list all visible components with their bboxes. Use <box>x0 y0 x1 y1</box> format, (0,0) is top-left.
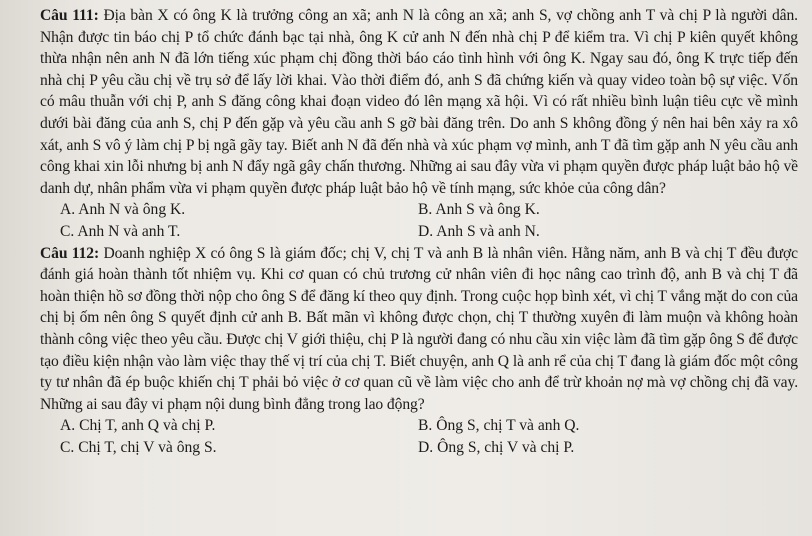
question-text <box>40 243 798 416</box>
option-letter: B. <box>418 417 433 435</box>
option-letter: D. <box>418 222 434 240</box>
option-c <box>60 221 418 243</box>
question-body: Địa bàn X có ông K là trưởng công an xã; anh N là công an xã; anh S, vợ chồng anh T và chị P là người dân. Nhận được tin báo chị P tổ chức đánh bạc tại nhà, ông K cử anh N đến nhà chị P để kiểm tra. Vì chị P kiên quyết không thừa nhận nên anh N đã lớn tiếng xúc phạm chị đồng thời báo cáo tình hình với ông K. Ngay sau đó, ông K trực tiếp đến nhà chị P yêu cầu chị về trụ sở để lấy lời khai. Vào thời điểm đó, anh S đã chứng kiến và quay video toàn bộ sự việc. Vốn có mâu thuẫn với chị P, anh S đăng công khai đoạn video đó lên mạng xã hội. Vì có rất nhiều bình luận tiêu cực về mình dưới bài đăng của anh S, chị P đến gặp và yêu cầu anh S gỡ bài đăng trên. Do anh S không đồng ý nên hai bên xảy ra xô xát, anh S vô ý làm chị P bị ngã gãy tay. Biết anh N đã đến nhà và xúc phạm vợ mình, anh T đã tìm gặp anh N yêu cầu anh công khai xin lỗi nhưng bị anh N đẩy ngã gây chấn thương. Những ai sau đây vừa vi phạm quyền được pháp luật bảo hộ về danh dự, nhân phẩm vừa vi phạm quyền được pháp luật bảo hộ về tính mạng, sức khỏe của công dân? <box>40 7 798 197</box>
option-text: Anh N và ông K. <box>78 201 186 219</box>
option-text: Chị T, anh Q và chị P. <box>79 417 216 435</box>
option-a <box>60 415 418 437</box>
option-d <box>418 437 798 459</box>
option-letter: D. <box>418 438 434 456</box>
option-letter: A. <box>60 417 76 435</box>
option-text: Chị T, chị V và ông S. <box>78 438 217 456</box>
question-111 <box>40 5 798 243</box>
option-letter: C. <box>60 438 75 456</box>
option-text: Anh N và anh T. <box>77 222 181 240</box>
question-body: Doanh nghiệp X có ông S là giám đốc; chị V, chị T và anh B là nhân viên. Hằng năm, anh B và chị T đều được đánh giá hoàn thành tốt nhiệm vụ. Khi cơ quan có chủ trương cử nhân viên đi học nâng cao trình độ, anh B và chị T đã hoàn thiện hồ sơ đồng thời nộp cho ông S để đăng kí theo quy định. Trong cuộc họp bình xét, vì chị T vắng mặt do con của chị bị ốm nên ông S quyết định cử anh B. Bất mãn vì không được chọn, chị T thường xuyên đi làm muộn và không hoàn thành công việc theo yêu cầu. Được chị V giới thiệu, chị P là người đang có nhu cầu xin việc làm đã tìm gặp ông S để được tạo điều kiện nhận vào làm việc thay thế vị trí của chị T. Biết chuyện, anh Q là anh rể của chị T đang là giám đốc một công ty tư nhân đã ép buộc khiến chị T phải bỏ việc ở cơ quan cũ về làm việc cho anh để trừ khoản nợ mà vợ chồng chị đã vay. Những ai sau đây vi phạm nội dung bình đẳng trong lao động? <box>40 244 798 413</box>
option-text: Ông S, chị T và anh Q. <box>436 417 580 435</box>
question-112 <box>40 243 798 459</box>
option-letter: A. <box>60 201 76 219</box>
question-number: Câu 111: <box>40 7 99 24</box>
option-letter: C. <box>60 222 75 240</box>
question-text <box>40 5 798 199</box>
answer-options <box>40 415 798 458</box>
option-a <box>60 199 418 221</box>
option-d <box>418 221 798 243</box>
option-b <box>418 199 798 221</box>
answer-options <box>40 199 798 242</box>
option-letter: B. <box>418 201 433 219</box>
option-text: Anh S và anh N. <box>436 222 540 240</box>
option-b <box>418 415 798 437</box>
question-number: Câu 112: <box>40 244 100 262</box>
option-text: Ông S, chị V và chị P. <box>437 438 575 456</box>
option-c <box>60 437 418 459</box>
option-text: Anh S và ông K. <box>435 201 540 219</box>
